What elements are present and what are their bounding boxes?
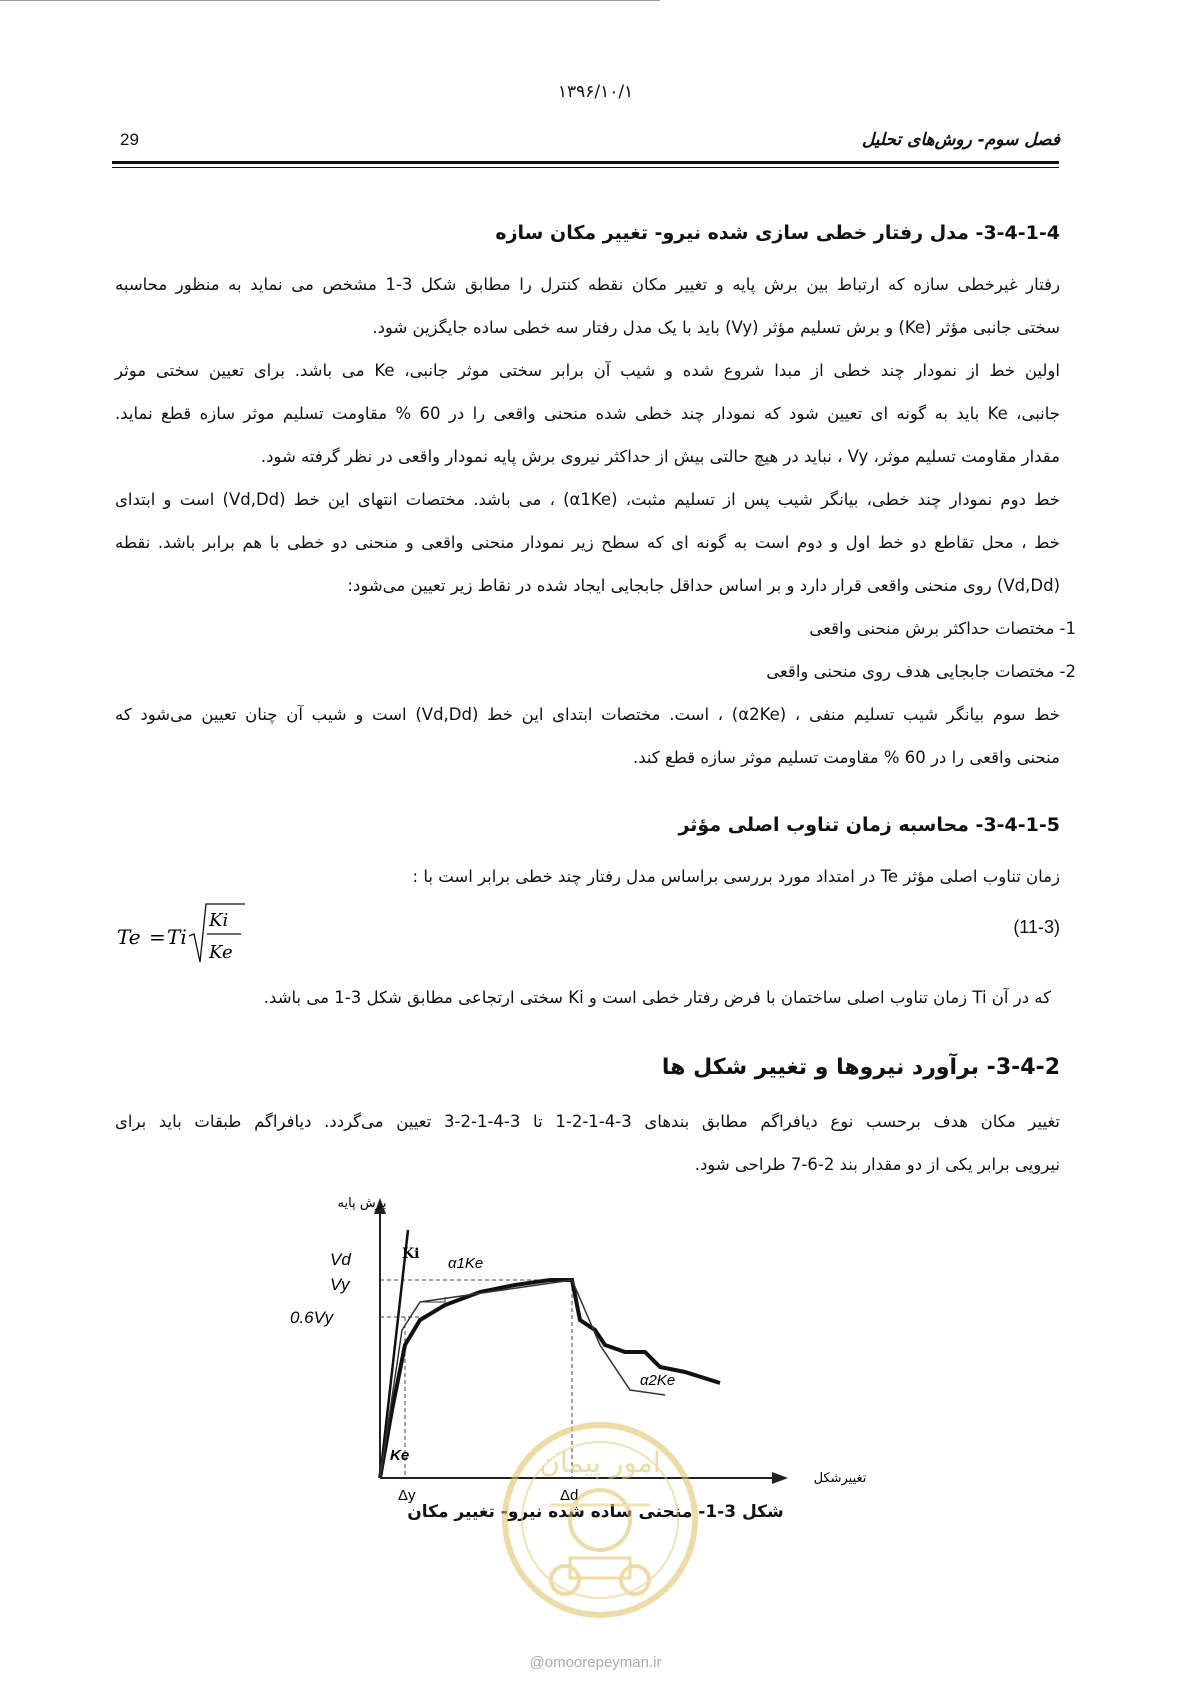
equation-number: (11-3) [1013, 917, 1060, 937]
paragraph-line: اولین خط از نمودار چند خطی از مبدا شروع شده و شیب آن برابر سختی موثر جانبی، Ke می باشد. برای تعیین سختی موثر [115, 361, 1060, 380]
formula-ke: Ke [209, 942, 233, 963]
top-rule [0, 0, 660, 1]
list-item: 2- مختصات جابجایی هدف روی منحنی واقعی [766, 662, 1076, 681]
section-heading-3-4-1-5: 3-4-1-5- محاسبه زمان تناوب اصلی مؤثر [678, 814, 1060, 836]
page-number: 29 [120, 130, 139, 149]
watermark-url: @omoorepeyman.ir [529, 1654, 662, 1671]
section-heading-3-4-1-4: 3-4-1-4- مدل رفتار خطی سازی شده نیرو- تغییر مکان سازه [495, 222, 1060, 244]
label-ki: Ki [402, 1246, 420, 1262]
header-rule-thin [112, 167, 1059, 168]
formula-ki: Ki [209, 910, 229, 931]
paragraph-line: جانبی، Ke باید به گونه ای تعیین شود که نمودار چند خطی شده منحنی واقعی را در 60 % مقاومت تسلیم موثر سازه قطع نماید. [115, 404, 1061, 423]
paragraph-line: زمان تناوب اصلی مؤثر Te در امتداد مورد بررسی براساس مدل رفتار چند خطی برابر است با : [412, 867, 1060, 886]
list-item: 1- مختصات حداکثر برش منحنی واقعی [809, 619, 1076, 638]
paragraph-line: نیرویی برابر یکی از دو مقدار بند 2-6-7 طراحی شود. [694, 1155, 1060, 1174]
chapter-title: فصل سوم- روش‌های تحلیل [861, 130, 1060, 150]
label-vd: Vd [330, 1250, 351, 1269]
label-delta-d: Δd [560, 1487, 579, 1504]
formula-ti: Ti [167, 925, 187, 949]
watermark-seal [490, 1410, 710, 1670]
paragraph-line: رفتار غیرخطی سازه که ارتباط بین برش پایه و تغییر مکان نقطه کنترل را مطابق شکل 3-1 مشخص می نماید به منظور محاسبه [115, 275, 1060, 294]
paragraph-line: خط ، محل تقاطع دو خط اول و دوم است به گونه ای که سطح زیر نمودار منحنی واقعی و منحنی دو خطی با هم برابر باشد. نقطه [115, 533, 1060, 552]
period-formula [115, 900, 315, 970]
watermark-seal-text: امور پیمان [539, 1446, 661, 1479]
label-vy: Vy [330, 1275, 350, 1294]
label-alpha2: α2Ke [640, 1372, 676, 1389]
paragraph-line: مقدار مقاومت تسلیم موثر، Vy ، نباید در هیچ حالتی بیش از حداکثر نیروی برش پایه نمودار واقعی در نظر گرفته شود. [260, 447, 1060, 466]
paragraph-line: منحنی واقعی را در 60 % مقاومت تسلیم موثر سازه قطع کند. [632, 748, 1060, 767]
figure-caption: شکل 3-1- منحنی ساده شده نیرو- تغییر مکان [407, 1502, 784, 1522]
paragraph-line: که در آن Ti زمان تناوب اصلی ساختمان با فرض رفتار خطی است و Ki سختی ارتجاعی مطابق شکل 3-1 می باشد. [263, 988, 1051, 1007]
section-heading-3-4-2: 3-4-2- برآورد نیروها و تغییر شکل ها [661, 1055, 1060, 1080]
y-axis-label: برش پایه [337, 1196, 387, 1211]
x-axis-label: تغییرشکل [813, 1471, 867, 1486]
paragraph-line: تغییر مکان هدف برحسب نوع دیافراگم مطابق بندهای 3-4-1-2-1 تا 3-4-1-2-3 تعیین می‌گردد. دیافراگم طبقات باید برای [115, 1112, 1060, 1131]
paragraph-line: خط دوم نمودار چند خطی، بیانگر شیب پس از تسلیم مثبت، (α1Ke) ، می باشد. مختصات انتهای این خط (Vd,Dd) است و ابتدای [115, 490, 1060, 509]
document-date: ۱۳۹۶/۱۰/۱ [557, 82, 634, 102]
label-alpha1: α1Ke [448, 1255, 484, 1272]
label-delta-y: Δy [398, 1487, 416, 1504]
paragraph-line: خط سوم بیانگر شیب تسلیم منفی ، (α2Ke) ، است. مختصات ابتدای این خط (Vd,Dd) است و شیب آن چنان تعیین می‌شود که [115, 705, 1060, 724]
paragraph-line: سختی جانبی مؤثر (Ke) و برش تسلیم مؤثر (Vy) باید با یک مدل رفتار سه خطی ساده جایگزین شود. [372, 318, 1060, 337]
label-ke: Ke [390, 1447, 410, 1464]
svg-text:=: = [149, 925, 166, 949]
paragraph-line: (Vd,Dd) روی منحنی واقعی قرار دارد و بر اساس حداقل جابجایی ایجاد شده در نقاط زیر تعیین می‌شود: [347, 576, 1060, 595]
formula-te: Te [117, 925, 141, 949]
header-rule [112, 161, 1059, 164]
label-06vy: 0.6Vy [290, 1308, 334, 1327]
